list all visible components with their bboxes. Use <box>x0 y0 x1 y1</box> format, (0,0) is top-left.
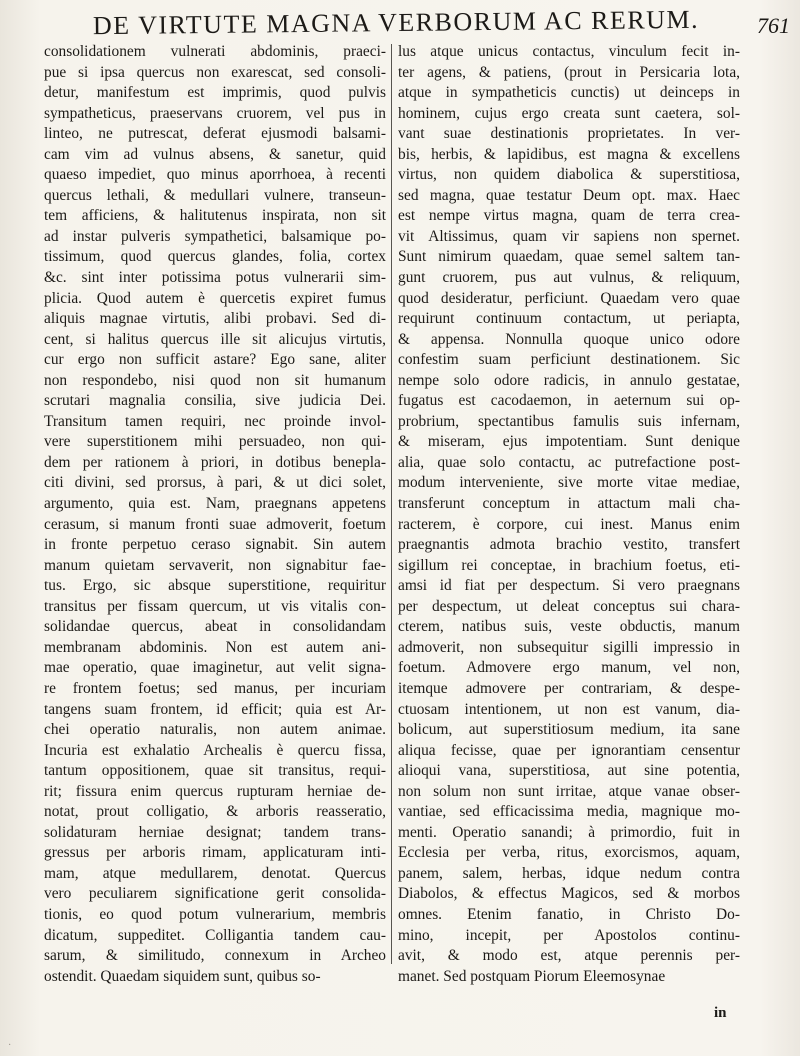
text-line: non respondebo, nisi quod non sit humanum <box>44 371 386 389</box>
text-line: cerasum, si manum fronti suae admoverit, foetum <box>44 515 386 533</box>
text-line: dicatum, suppeditet. Colligantia tandem cau- <box>44 926 386 944</box>
text-line: scrutari magnalia consilia, sive judicia Dei. <box>44 392 386 410</box>
text-line: vere superstitionem mihi persuadeo, non qui- <box>44 433 386 451</box>
text-line: solidandae quercus, abeat in consolidandam <box>44 618 386 636</box>
text-line: virtus, non quidem diabolica & superstitiosa, <box>398 166 740 184</box>
text-line: atque in sympatheticis cunctis) ut deinceps in <box>398 84 740 102</box>
text-line: Ecclesia per verba, ritus, exorcismos, aquam, <box>398 844 740 862</box>
text-line: cterem, natibus suis, veste obductis, manum <box>398 618 740 636</box>
text-line: membranam abdominis. Non est autem ani- <box>44 638 386 656</box>
text-line: ad instar pulveris sympathetici, balsamique po- <box>44 227 386 245</box>
text-line: manet. Sed postquam Piorum Eleemosynae <box>398 967 666 985</box>
text-line: menti. Operatio sanandi; à primordio, fuit in <box>398 823 740 841</box>
text-line: quod desideratur, perficiunt. Quaedam vero quae <box>398 289 740 307</box>
text-line: tem afficiens, & halitutenus inspirata, non sit <box>44 207 386 225</box>
text-line: Transitum tamen requiri, nec proinde invol- <box>44 412 386 430</box>
text-line: cur ergo non sufficit astare? Ego sane, aliter <box>44 351 386 369</box>
text-line: quaeso impediet, quo minus aporrhoea, à recenti <box>44 166 386 184</box>
text-line: linteo, ne putrescat, deferat ejusmodi balsami- <box>44 125 386 143</box>
text-line: transferunt conceptum in attactum mali cha- <box>398 495 740 513</box>
text-line: modum interveniente, sive morte vitae mediae, <box>398 474 740 492</box>
text-line: solidaturam herniae designat; tandem trans- <box>44 823 386 841</box>
text-line: chei operatio naturalis, non autem animae. <box>44 721 386 739</box>
text-line: sympatheticus, praeservans cruorem, vel pus in <box>44 104 386 122</box>
text-line: tissimum, quod quercus glandes, folia, cortex <box>44 248 386 266</box>
text-line: cent, si halitus quercus ille sit alicujus virtutis, <box>44 330 386 348</box>
text-line: aliquis magnae virtutis, alibi probavi. Sed di- <box>44 310 386 328</box>
text-line: tionis, eo quod potum vulnerarium, membris <box>44 905 386 923</box>
text-line: vero peculiarem significatione gerit consolida- <box>44 885 386 903</box>
left-column <box>44 42 386 987</box>
text-line: requirunt continuum contactum, ut periapta, <box>398 310 740 328</box>
text-line: pue si ipsa quercus non exarescat, sed consoli- <box>44 63 386 81</box>
text-line: transitus per fissam quercum, ut vis vitalis con- <box>44 597 386 615</box>
text-line: cam vim ad vulnus absens, & sanetur, quid <box>44 145 386 163</box>
text-line: praegnantis admota brachio vestito, transfert <box>398 536 740 554</box>
running-head: DE VIRTUTE MAGNA VERBORUM AC RERUM. <box>92 4 700 41</box>
text-line: tantum oppositionem, quae sit transitus, requi- <box>44 762 386 780</box>
text-line: bolicum, aut superstitiosum medium, ita sane <box>398 721 740 739</box>
text-line: citi divini, sed prorsus, à pari, & ut dici solet, <box>44 474 386 492</box>
text-line: foetum. Admovere ergo manum, vel non, <box>398 659 740 677</box>
text-line: amsi id fiat per despectum. Si vero praegnans <box>398 577 740 595</box>
text-line: avit, & modo est, atque perennis per- <box>398 947 740 965</box>
text-line: notat, prout colligatio, & arboris reasseratio, <box>44 803 386 821</box>
text-line: mae operatio, quae imaginetur, aut velit signa- <box>44 659 386 677</box>
text-line: consolidationem vulnerati abdominis, praeci- <box>44 43 386 60</box>
text-line: gunt cruorem, pus aut vulnus, & reliquum, <box>398 269 740 287</box>
text-line: rit; fissura enim quercus rupturam herniae de- <box>44 782 386 800</box>
text-line: admoverit, non subsequitur sigilli impressio in <box>398 638 740 656</box>
text-line: Incuria est exhalatio Archealis è quercu fissa, <box>44 741 386 759</box>
text-line: plicia. Quod autem è quercetis expiret fumus <box>44 289 386 307</box>
text-line: gressus per arboris rimam, applicaturam inti- <box>44 844 386 862</box>
text-line: fugatus est cacodaemon, in aeternum sui op- <box>398 392 740 410</box>
text-line: tangens suam frontem, id efficit; quia est Ar- <box>44 700 386 718</box>
text-line: bis, herbis, & lapidibus, est magna & excellens <box>398 145 740 163</box>
text-line: hominem, cujus ergo creata sunt caetera, sol- <box>398 104 740 122</box>
page-edge-mark: · <box>8 1040 12 1051</box>
text-line: omnes. Etenim fanatio, in Christo Do- <box>398 905 740 923</box>
text-line: in fronte perpetuo ceraso signabit. Sin autem <box>44 536 386 554</box>
text-line: tus. Ergo, sic absque superstitione, requiritur <box>44 577 386 595</box>
text-line: re frontem foetus; sed manus, per incuriam <box>44 679 386 697</box>
text-line: sed magna, quae testatur Deum opt. max. Haec <box>398 186 740 204</box>
text-line: vant suae destinationis proprietates. In ver- <box>398 125 740 143</box>
text-line: & appensa. Nonnulla quoque unico odore <box>398 330 740 348</box>
right-column <box>398 42 740 987</box>
text-line: ter agens, & patiens, (prout in Persicaria lota, <box>398 63 740 81</box>
text-line: alioqui vana, superstitiosa, aut sine potentia, <box>398 762 740 780</box>
text-line: panem, salem, herbas, idque nedum contra <box>398 864 740 882</box>
text-line: ostendit. Quaedam siquidem sunt, quibus so- <box>44 967 321 985</box>
text-line: nempe solo odore radicis, in annulo gestatae, <box>398 371 740 389</box>
text-line: sarum, & similitudo, connexum in Archeo <box>44 947 386 965</box>
text-line: sigillum rei conceptae, in brachium foetus, eti- <box>398 556 740 574</box>
text-line: argumento, quia est. Nam, praegnans appetens <box>44 495 386 513</box>
text-line: non solum non sunt irritae, atque vanae obser- <box>398 782 740 800</box>
text-line: & miseram, ejus impotentiam. Sunt denique <box>398 433 740 451</box>
text-line: &c. sint inter potissima potus vulnerarii sim- <box>44 269 386 287</box>
text-line: aliqua fecisse, quae per ignorantiam censentur <box>398 741 740 759</box>
catchword: in <box>714 1005 727 1021</box>
text-line: quercus lethali, & medullari vulnere, transeun- <box>44 186 386 204</box>
text-line: vantiae, sed efficacissima media, magnique mo- <box>398 803 740 821</box>
column-divider <box>391 44 392 964</box>
text-line: manum quietam servaverit, non signabitur fae- <box>44 556 386 574</box>
text-line: est nempe virtus magna, quam de terra crea- <box>398 207 740 225</box>
text-line: racterem, è corpore, cui inest. Manus enim <box>398 515 740 533</box>
text-line: Sunt nimirum quaedam, quae semel saltem tan- <box>398 248 740 266</box>
text-line: alia, quae solo contactu, ac putrefactione post- <box>398 453 740 471</box>
text-line: per despectum, ut deleat conceptus sui chara- <box>398 597 740 615</box>
text-line: probrium, spectantibus famulis suis infernam, <box>398 412 740 430</box>
text-line: Diabolos, & effectus Magicos, sed & morbos <box>398 885 740 903</box>
text-line: lus atque unicus contactus, vinculum fecit in- <box>398 43 740 60</box>
text-line: mino, incepit, per Apostolos continu- <box>398 926 740 944</box>
text-line: detur, manifestum est imprimis, quod pulvis <box>44 84 386 102</box>
page-number: 761 <box>757 13 790 38</box>
text-line: mam, atque medullarem, denotat. Quercus <box>44 864 386 882</box>
text-line: itemque admovere per contrariam, & despe- <box>398 679 740 697</box>
text-line: vit Altissimus, quam vir sapiens non spernet. <box>398 227 740 245</box>
text-line: ctuosam intentionem, ut non est vanum, dia- <box>398 700 740 718</box>
text-line: confestim suam perficiunt destinationem. Sic <box>398 351 740 369</box>
text-line: dem per rationem à priori, in dotibus benepla- <box>44 453 386 471</box>
